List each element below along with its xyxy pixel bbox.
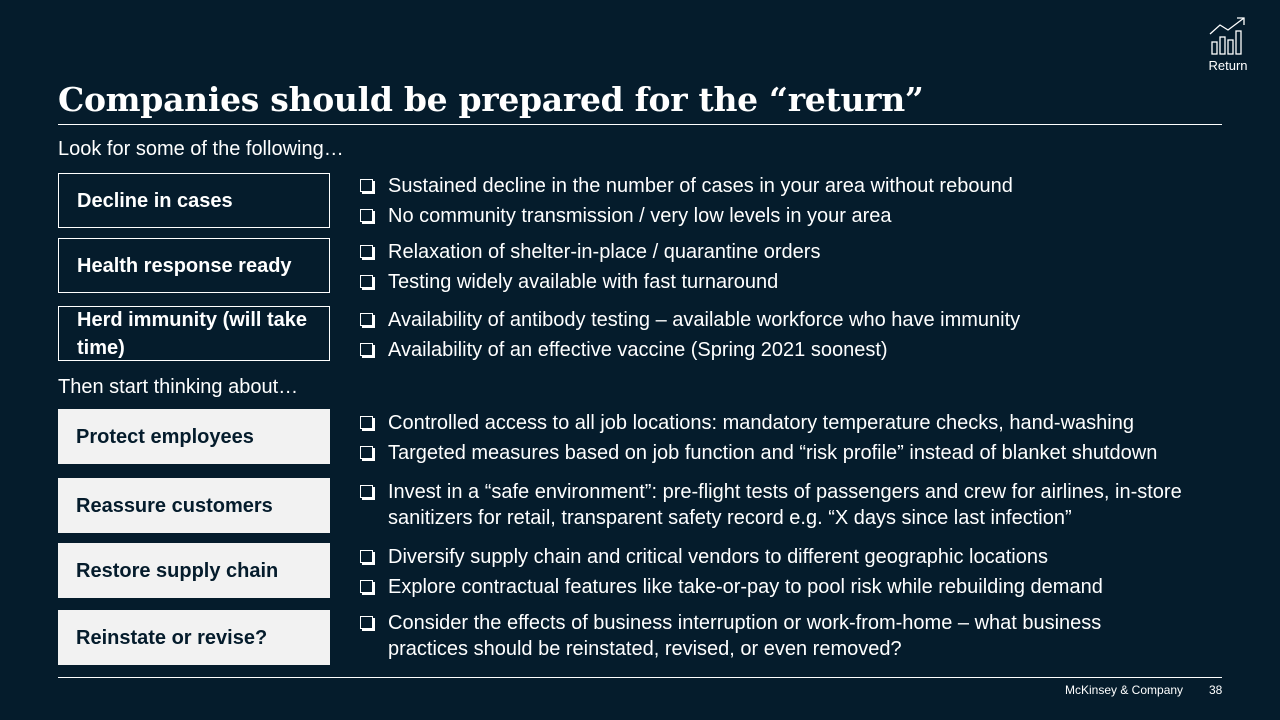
checkbox-icon <box>360 313 373 326</box>
footer-divider <box>58 677 1222 678</box>
bullet-item <box>358 544 1228 570</box>
bullet-item <box>358 610 1178 662</box>
bullet-item <box>358 203 1228 229</box>
bullet-item <box>358 337 1228 363</box>
checkbox-icon <box>360 275 373 288</box>
checkbox-icon <box>360 343 373 356</box>
bullet-item <box>358 574 1228 600</box>
indicator-bullets-health-response-ready <box>358 239 1228 299</box>
indicator-bullets-herd-immunity <box>358 307 1228 367</box>
indicator-box-decline-in-cases <box>58 173 330 228</box>
title-divider <box>58 124 1222 125</box>
bullet-text: Availability of an effective vaccine (Spring 2021 soonest) <box>388 339 888 361</box>
bullet-text: Explore contractual features like take-or-pay to pool risk while rebuilding demand <box>388 576 1103 598</box>
checkbox-icon <box>360 580 373 593</box>
bullet-item <box>358 239 1228 265</box>
page-title: Companies should be prepared for the “return” <box>58 80 924 119</box>
action-label: Protect employees <box>76 425 254 448</box>
page-number: 38 <box>1209 683 1223 697</box>
bullet-item <box>358 173 1228 199</box>
checkbox-icon <box>360 416 373 429</box>
indicator-label: Decline in cases <box>77 189 233 212</box>
bullet-item <box>358 479 1208 531</box>
bullet-text: Relaxation of shelter-in-place / quarantine orders <box>388 241 821 263</box>
bullet-text: Targeted measures based on job function and “risk profile” instead of blanket shutdown <box>388 442 1158 464</box>
bullet-text: Diversify supply chain and critical vendors to different geographic locations <box>388 546 1048 568</box>
indicator-label: Health response ready <box>77 254 292 277</box>
action-bullets-restore-supply-chain <box>358 544 1228 604</box>
bullet-text: Consider the effects of business interruption or work-from-home – what business practices should be reinstated, revised, or even removed? <box>388 612 1102 660</box>
bullet-text: Controlled access to all job locations: mandatory temperature checks, hand-washing <box>388 412 1134 434</box>
checkbox-icon <box>360 485 373 498</box>
action-label: Reinstate or revise? <box>76 626 268 649</box>
action-box-reassure-customers <box>58 478 330 533</box>
bullet-item <box>358 269 1228 295</box>
action-box-protect-employees <box>58 409 330 464</box>
checkbox-icon <box>360 209 373 222</box>
checkbox-icon <box>360 550 373 563</box>
action-box-restore-supply-chain <box>58 543 330 598</box>
indicator-box-health-response-ready <box>58 238 330 293</box>
bullet-text: No community transmission / very low levels in your area <box>388 205 892 227</box>
action-label: Restore supply chain <box>76 559 279 582</box>
bullet-item <box>358 440 1228 466</box>
bullet-text: Sustained decline in the number of cases in your area without rebound <box>388 175 1013 197</box>
bullet-text: Availability of antibody testing – available workforce who have immunity <box>388 309 1021 331</box>
footer-company: McKinsey & Company <box>1065 683 1184 697</box>
intro-then-start: Then start thinking about… <box>58 376 299 398</box>
indicator-box-herd-immunity <box>58 306 330 361</box>
return-link[interactable] <box>1202 16 1254 73</box>
checkbox-icon <box>360 245 373 258</box>
checkbox-icon <box>360 179 373 192</box>
bullet-item <box>358 410 1228 436</box>
return-label: Return <box>1208 58 1248 73</box>
action-bullets-reassure-customers <box>358 479 1208 535</box>
return-chart-icon <box>1208 16 1248 56</box>
bullet-text: Invest in a “safe environment”: pre-flight tests of passengers and crew for airlines, in-store sanitizers for retail, transparent safety record e.g. “X days since last infection” <box>388 481 1182 529</box>
bullet-text: Testing widely available with fast turnaround <box>388 271 779 293</box>
action-box-reinstate-or-revise <box>58 610 330 665</box>
checkbox-icon <box>360 616 373 629</box>
intro-look-for: Look for some of the following… <box>58 138 344 160</box>
action-bullets-protect-employees <box>358 410 1228 470</box>
indicator-bullets-decline-in-cases <box>358 173 1228 233</box>
action-bullets-reinstate-or-revise <box>358 610 1178 666</box>
action-label: Reassure customers <box>76 494 273 517</box>
indicator-label: Herd immunity (will take time) <box>77 308 308 359</box>
checkbox-icon <box>360 446 373 459</box>
bullet-item <box>358 307 1228 333</box>
